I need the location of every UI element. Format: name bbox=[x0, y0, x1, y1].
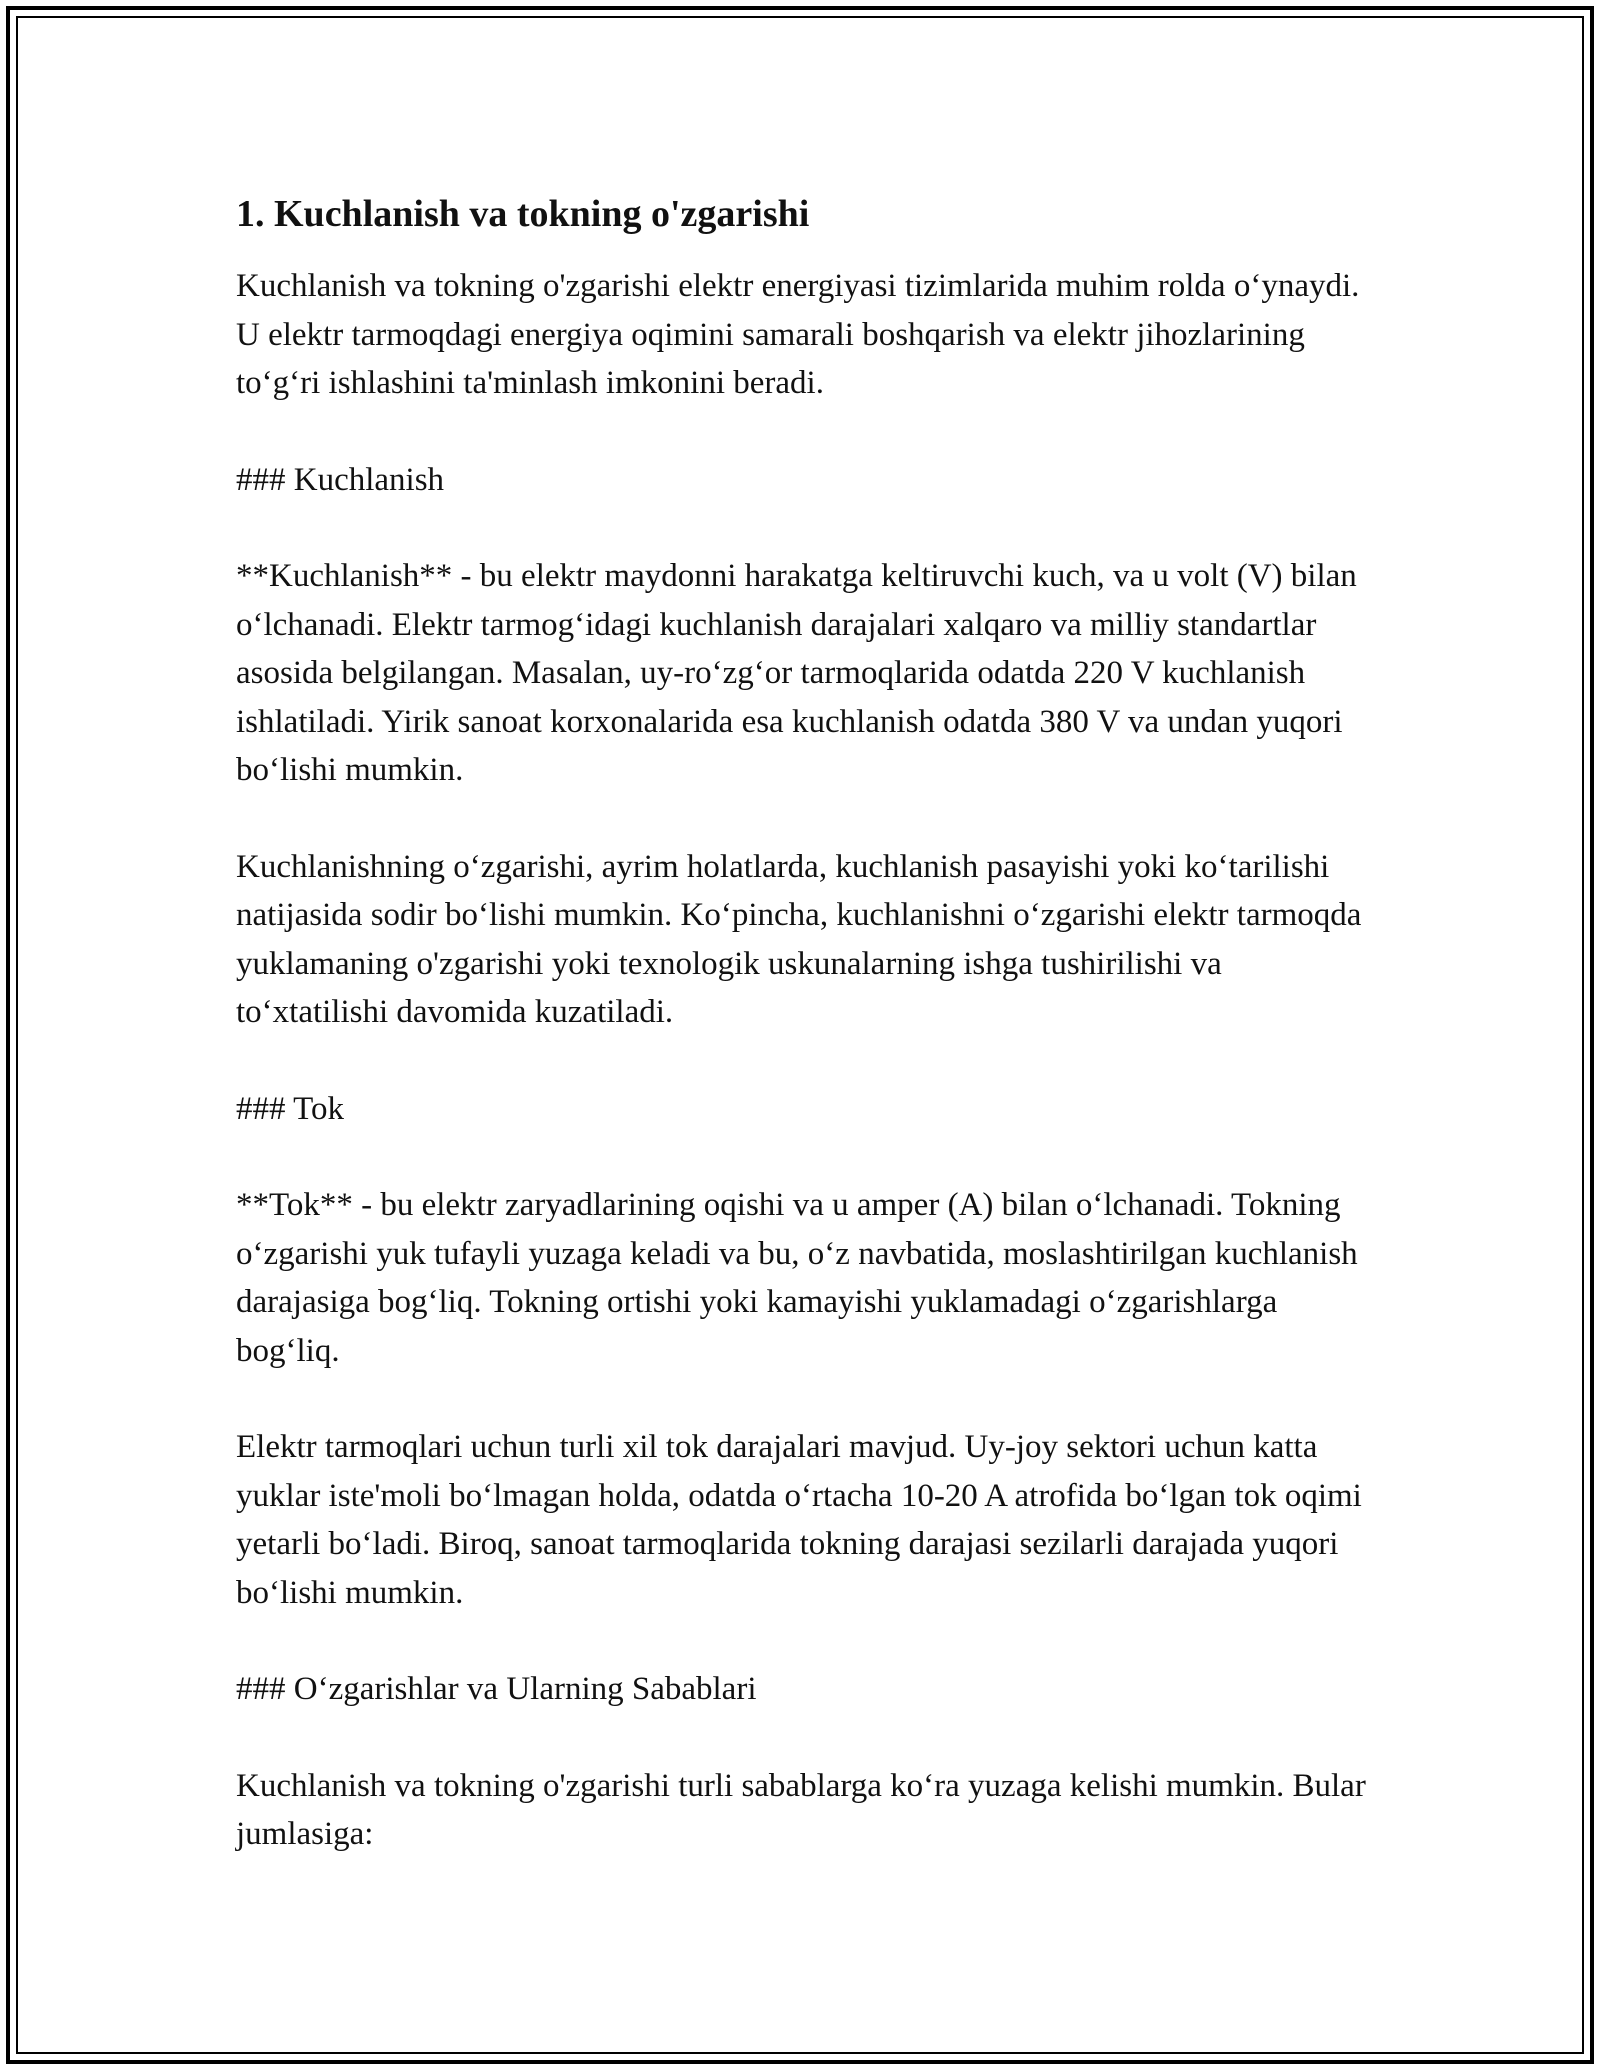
intro-paragraph: Kuchlanish va tokning o'zgarishi elektr energiyasi tizimlarida muhim rolda oʻynaydi. U elektr tarmoqdagi energiya oqimini samarali boshqarish va elektr jihozlarining toʻgʻri ishlashini ta'minlash imkonini beradi. bbox=[236, 268, 1360, 401]
section-heading-kuchlanish: ### Kuchlanish bbox=[236, 461, 445, 498]
section-heading-tok: ### Tok bbox=[236, 1090, 345, 1127]
document-title: 1. Kuchlanish va tokning o'zgarishi bbox=[236, 193, 810, 235]
section-heading-ozgarishlar: ### Oʻzgarishlar va Ularning Sabablari bbox=[236, 1671, 757, 1707]
document-body bbox=[236, 190, 1376, 1859]
paragraph-tok-definition: **Tok** - bu elektr zaryadlarining oqishi va u amper (A) bilan oʻlchanadi. Tokning oʻzgarishi yuk tufayli yuzaga keladi va bu, oʻz navbatida, moslashtirilgan kuchlanish darajasiga bogʻliq. Tokning ortishi yoki kamayishi yuklamadagi oʻzgarishlarga bogʻliq. bbox=[236, 1187, 1358, 1369]
paragraph-tok-levels: Elektr tarmoqlari uchun turli xil tok darajalari mavjud. Uy-joy sektori uchun katta yuklar iste'moli boʻlmagan holda, odatda oʻrtacha 10-20 A atrofida boʻlgan tok oqimi yetarli boʻladi. Biroq, sanoat tarmoqlarida tokning darajasi sezilarli darajada yuqori boʻlishi mumkin. bbox=[236, 1429, 1362, 1611]
paragraph-causes-intro: Kuchlanish va tokning o'zgarishi turli sabablarga koʻra yuzaga kelishi mumkin. Bular jumlasiga: bbox=[236, 1767, 1366, 1852]
paragraph-kuchlanish-change: Kuchlanishning oʻzgarishi, ayrim holatlarda, kuchlanish pasayishi yoki koʻtarilishi natijasida sodir boʻlishi mumkin. Koʻpincha, kuchlanishni oʻzgarishi elektr tarmoqda yuklamaning o'zgarishi yoki texnologik uskunalarning ishga tushirilishi va toʻxtatilishi davomida kuzatiladi. bbox=[236, 848, 1362, 1030]
paragraph-kuchlanish-definition: **Kuchlanish** - bu elektr maydonni harakatga keltiruvchi kuch, va u volt (V) bilan oʻlchanadi. Elektr tarmogʻidagi kuchlanish darajalari xalqaro va milliy standartlar asosida belgilangan. Masalan, uy-roʻzgʻor tarmoqlarida odatda 220 V kuchlanish ishlatiladi. Yirik sanoat korxonalarida esa kuchlanish odatda 380 V va undan yuqori boʻlishi mumkin. bbox=[236, 558, 1357, 788]
